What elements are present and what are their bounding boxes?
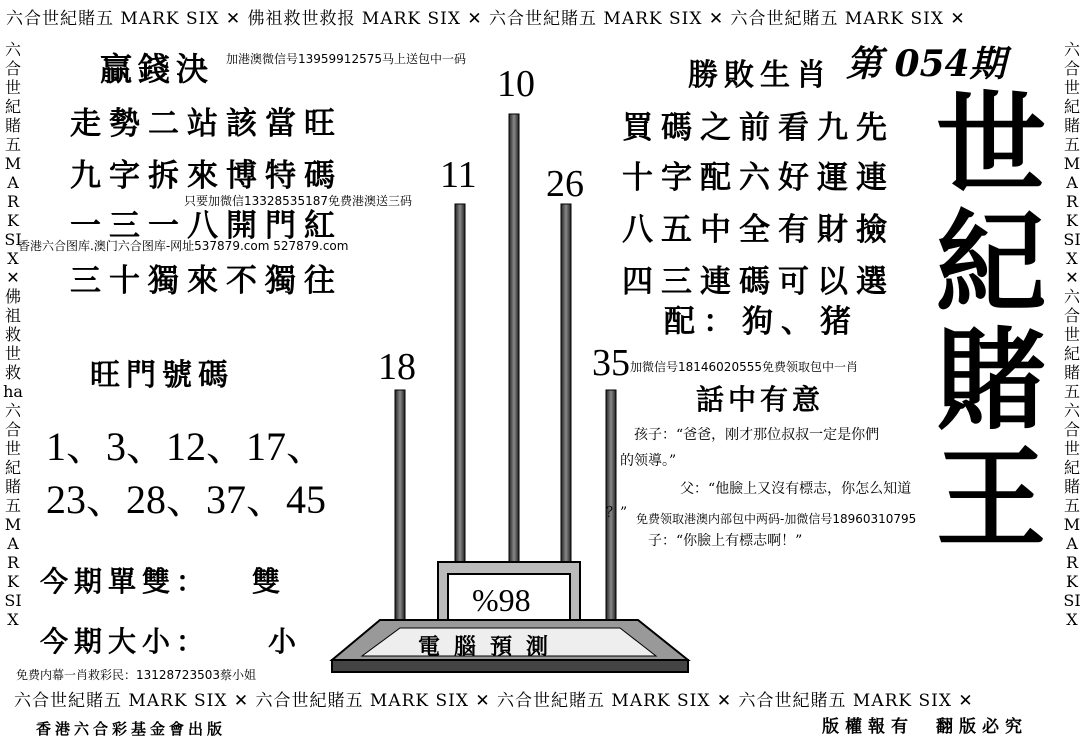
right-border-text: 六合世紀賭五 MARK SIX ✕ 六合世紀賭五 六合世紀賭五 MARK SIX: [1063, 40, 1081, 629]
left-poem-line-1: 走勢二站該當旺: [70, 106, 343, 142]
pole-10: [509, 114, 519, 574]
odd-even-label: 今期單雙：: [40, 565, 211, 598]
left-poem-line-3: 一三一八開門紅: [70, 208, 343, 244]
left-heading: 贏錢決: [100, 50, 215, 88]
tower-number-10: 10: [497, 63, 535, 105]
left-ad-3: 香港六合图库.澳门六合图库-网址537879.com 527879.com: [18, 239, 349, 253]
left-ad-1: 加港澳微信号13959912575马上送包中一码: [226, 52, 466, 66]
pole-11: [455, 204, 465, 574]
dialog-heading: 話中有意: [696, 383, 825, 416]
copyright-text-1: 版權報有: [822, 717, 914, 737]
tower-number-18: 18: [378, 346, 416, 388]
big-small-label: 今期大小：: [40, 625, 211, 658]
left-ad-4: 免费内幕一肖救彩民：13128723503蔡小姐: [16, 668, 256, 682]
dialog-line-2: 的领導。”: [620, 453, 677, 469]
right-poem-line-1: 買碼之前看九先: [622, 110, 895, 146]
tower-number-11: 11: [440, 154, 477, 196]
odd-even-value: 雙: [252, 565, 287, 598]
right-poem-line-4: 四三連碼可以選: [622, 264, 895, 300]
right-heading: 勝敗生肖: [688, 58, 832, 93]
right-ad-1: 加微信号18146020555免费领取包中一肖: [630, 360, 858, 374]
left-poem-line-2: 九字拆來博特碼: [70, 158, 343, 194]
tower-number-26: 26: [546, 163, 584, 205]
big-small-value: 小: [268, 625, 303, 658]
percent-value: %98: [472, 582, 531, 618]
dialog-line-4: ？”: [606, 505, 628, 521]
right-ad-2: 免费领取港澳内部包中两码-加微信号18960310795: [636, 512, 917, 526]
pole-26: [561, 204, 571, 574]
copyright-text-2: 翻版必究: [936, 717, 1028, 737]
publisher-text: 香港六合彩基金會出版: [36, 720, 227, 738]
base-label: 電腦預測: [418, 634, 563, 660]
lucky-numbers-row-1: 1、3、12、17、: [46, 424, 326, 469]
right-poem-line-2: 十字配六好運連: [622, 160, 895, 196]
dialog-line-5: 子：“你臉上有標志啊！”: [648, 533, 803, 549]
right-poem-line-3: 八五中全有財撿: [622, 212, 895, 248]
main-title: 世紀賭王: [936, 80, 1046, 563]
bottom-border-text: 六合世紀賭五 MARK SIX ✕ 六合世紀賭五 MARK SIX ✕ 六合世紀賭五 MARK SIX ✕ 六合世紀賭五 MARK SIX ✕: [14, 691, 974, 711]
lucky-numbers-heading: 旺門號碼: [90, 358, 234, 393]
dialog-line-3: 父：“他臉上又沒有標志，你怎么知道: [680, 481, 912, 497]
left-poem-line-4: 三十獨來不獨往: [70, 263, 343, 299]
tower-number-35: 35: [592, 342, 630, 384]
left-border-text: 六合世紀賭五 MARK SIX ✕ 佛祖救世救 ha 六合世紀賭五 MARK SIX: [3, 40, 23, 629]
zodiac-match: 配：狗、猪: [664, 304, 859, 340]
pole-18: [395, 390, 405, 620]
issue-number: 第 054期: [846, 43, 1006, 85]
base-front: [332, 660, 688, 672]
dialog-line-1: 孩子：“爸爸，刚才那位叔叔一定是你們: [634, 427, 880, 443]
left-ad-2: 只要加微信13328535187免费港澳送三码: [184, 194, 412, 208]
top-border-text: 六合世紀賭五 MARK SIX ✕ 佛祖救世救报 MARK SIX ✕ 六合世紀賭五 MARK SIX ✕ 六合世紀賭五 MARK SIX ✕: [6, 9, 966, 29]
lucky-numbers-row-2: 23、28、37、45: [46, 477, 326, 522]
